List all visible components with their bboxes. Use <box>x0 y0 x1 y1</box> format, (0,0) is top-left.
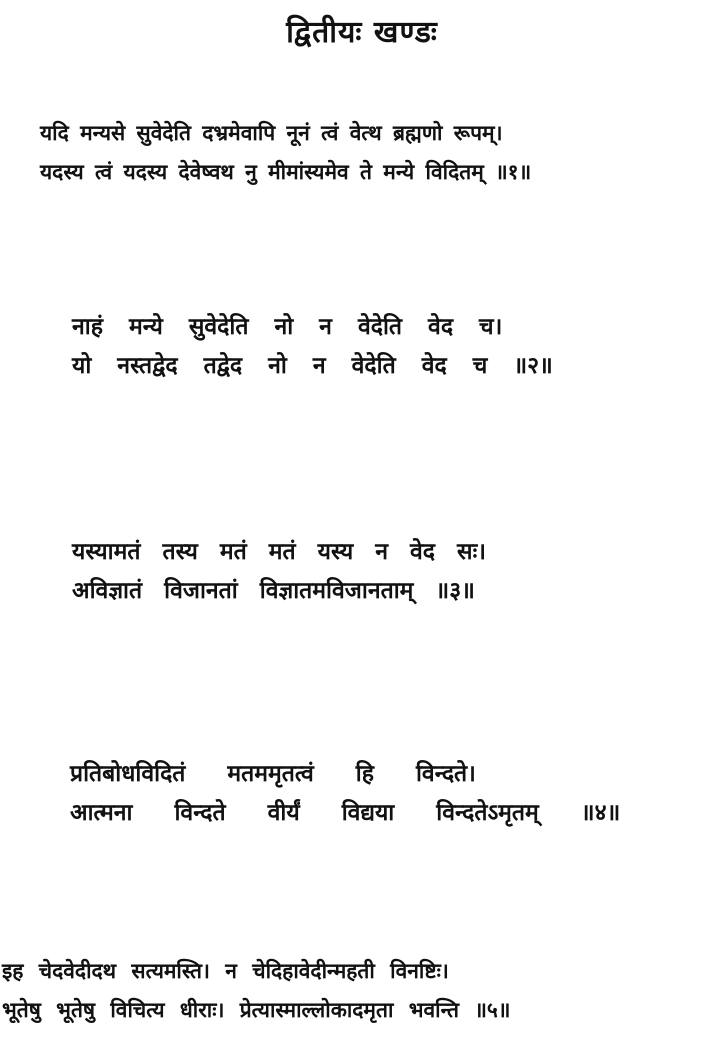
verse-3 <box>72 533 486 611</box>
verse-2 <box>72 308 553 386</box>
section-heading: द्वितीयः खण्डः <box>286 15 438 50</box>
verse-4 <box>70 755 620 833</box>
verse-line: इह चेदवेदीदथ सत्यमस्ति। न चेदिहावेदीन्महती विनष्टिः। <box>2 959 449 983</box>
verse-line: आत्मना विन्दते वीर्यं विद्यया विन्दतेऽमृतम् ॥४॥ <box>70 800 621 826</box>
verse-line: यदि मन्यसे सुवेदेति दभ्रमेवापि नूनं त्वं वेत्थ ब्रह्मणो रूपम्। <box>40 121 503 145</box>
verse-line: यदस्य त्वं यदस्य देवेष्वथ नु मीमांस्यमेव ते मन्ये विदितम् ॥१॥ <box>40 160 532 184</box>
verse-line: यस्यामतं तस्य मतं मतं यस्य न वेद सः। <box>72 539 486 565</box>
verse-line: नाहं मन्ये सुवेदेति नो न वेदेति वेद च। <box>72 314 503 340</box>
verse-1 <box>40 114 531 192</box>
verse-line: भूतेषु भूतेषु विचित्य धीराः। प्रेत्यास्माल्लोकादमृता भवन्ति ॥५॥ <box>2 998 511 1022</box>
verse-line: यो नस्तद्वेद तद्वेद नो न वेदेति वेद च ॥२॥ <box>72 353 553 379</box>
verse-line: अविज्ञातं विजानतां विज्ञातमविजानताम् ॥३॥ <box>72 578 475 604</box>
verse-line: प्रतिबोधविदितं मतममृतत्वं हि विन्दते। <box>70 761 476 787</box>
verse-5 <box>2 952 510 1030</box>
